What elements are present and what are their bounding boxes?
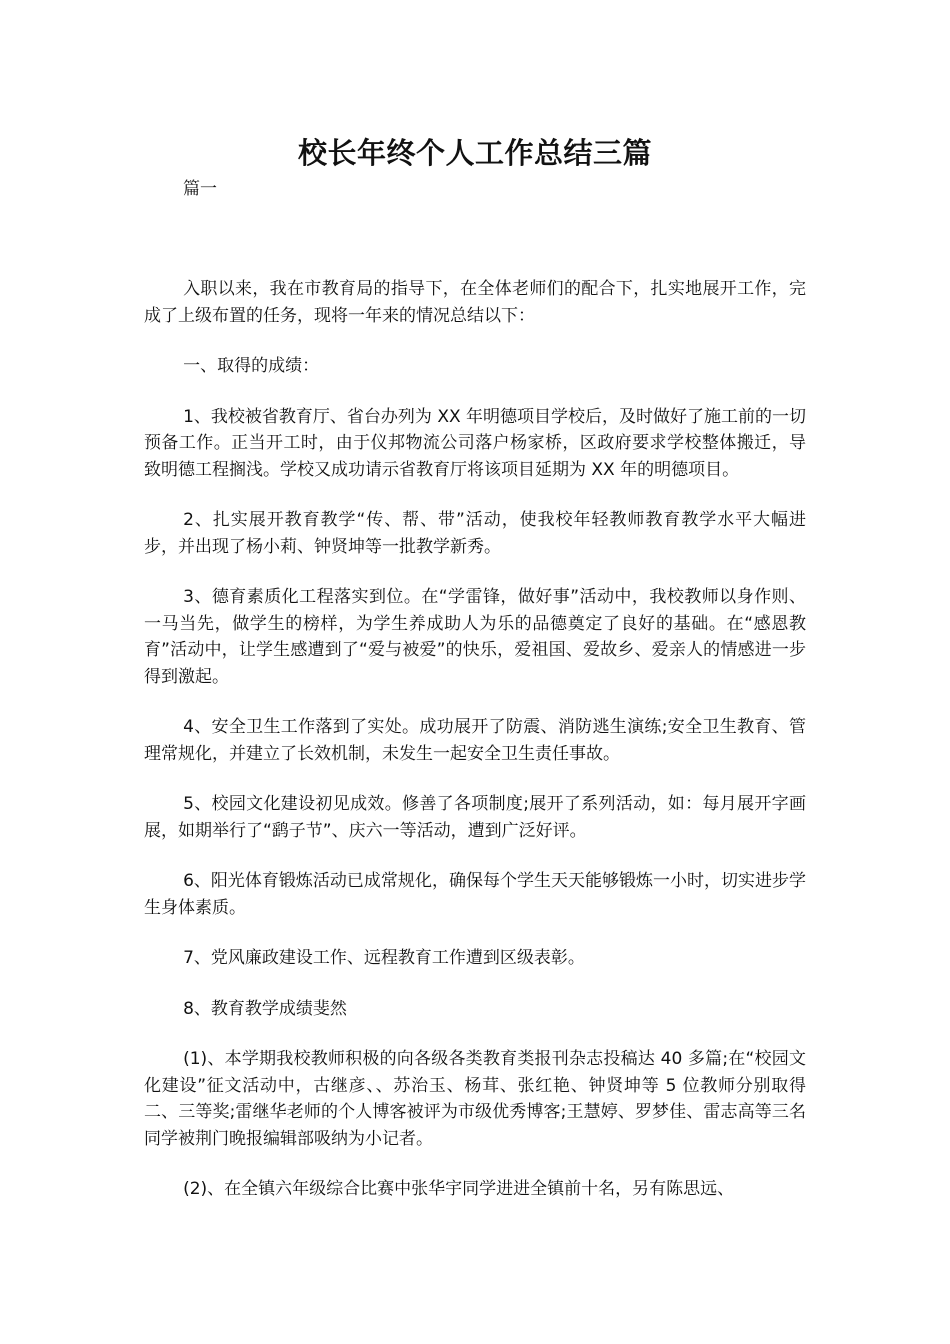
paragraph-item-4: 4、安全卫生工作落到了实处。成功展开了防震、消防逃生演练;安全卫生教育、管理常规化，并建立了长效机制，未发生一起安全卫生责任事故。 <box>144 717 806 764</box>
document-title: 校长年终个人工作总结三篇 <box>297 136 652 170</box>
paragraph-item-5: 5、校园文化建设初见成效。修善了各项制度;展开了系列活动，如：每月展开字画展，如期举行了“鹞子节”、庆六一等活动，遭到广泛好评。 <box>144 794 806 841</box>
paragraph-item-8: 8、教育教学成绩斐然 <box>183 998 347 1019</box>
section-label: 篇一 <box>183 179 217 199</box>
paragraph-subitem-2: (2)、在全镇六年级综合比赛中张华宇同学进进全镇前十名，另有陈思远、 <box>183 1179 735 1199</box>
paragraph-item-6: 6、阳光体育锻炼活动已成常规化，确保每个学生天天能够锻炼一小时，切实进步学生身体素质。 <box>144 871 806 918</box>
paragraph-item-3: 3、德育素质化工程落实到位。在“学雷锋，做好事”活动中，我校教师以身作则、一马当先，做学生的榜样，为学生养成助人为乐的品德奠定了良好的基础。在“感恩教育”活动中，让学生感遭到了“爱与被爱”的快乐，爱祖国、爱故乡、爱亲人的情感进一步得到激起。 <box>144 587 806 687</box>
paragraph-item-1: 1、我校被省教育厅、省台办列为 XX 年明德项目学校后，及时做好了施工前的一切预备工作。正当开工时，由于仪邦物流公司落户杨家桥，区政府要求学校整体搬迁，导致明德工程搁浅。学校又成功请示省教育厅将该项目延期为 XX 年的明德项目。 <box>144 406 807 480</box>
paragraph-intro: 入职以来，我在市教育局的指导下，在全体老师们的配合下，扎实地展开工作，完成了上级布置的任务，现将一年来的情况总结以下： <box>144 279 806 326</box>
document-body <box>144 276 806 1227</box>
paragraph-subitem-1: (1)、本学期我校教师积极的向各级各类教育类报刊杂志投稿达 40 多篇;在“校园文化建设”征文活动中，古继彦、、苏治玉、杨茸、张红艳、钟贤坤等 5 位教师分别取得二、三等奖;雷继华老师的个人博客被评为市级优秀博客;王慧婷、罗梦佳、雷志高等三名同学被荆门晚报编辑部吸纳为小记者。 <box>144 1049 806 1149</box>
paragraph-item-7: 7、党风廉政建设工作、远程教育工作遭到区级表彰。 <box>183 948 585 968</box>
paragraph-heading-achievements: 一、取得的成绩： <box>183 356 320 376</box>
paragraph-item-2: 2、扎实展开教育教学“传、帮、带”活动，使我校年轻教师教育教学水平大幅进步，并出现了杨小莉、钟贤坤等一批教学新秀。 <box>144 510 806 557</box>
